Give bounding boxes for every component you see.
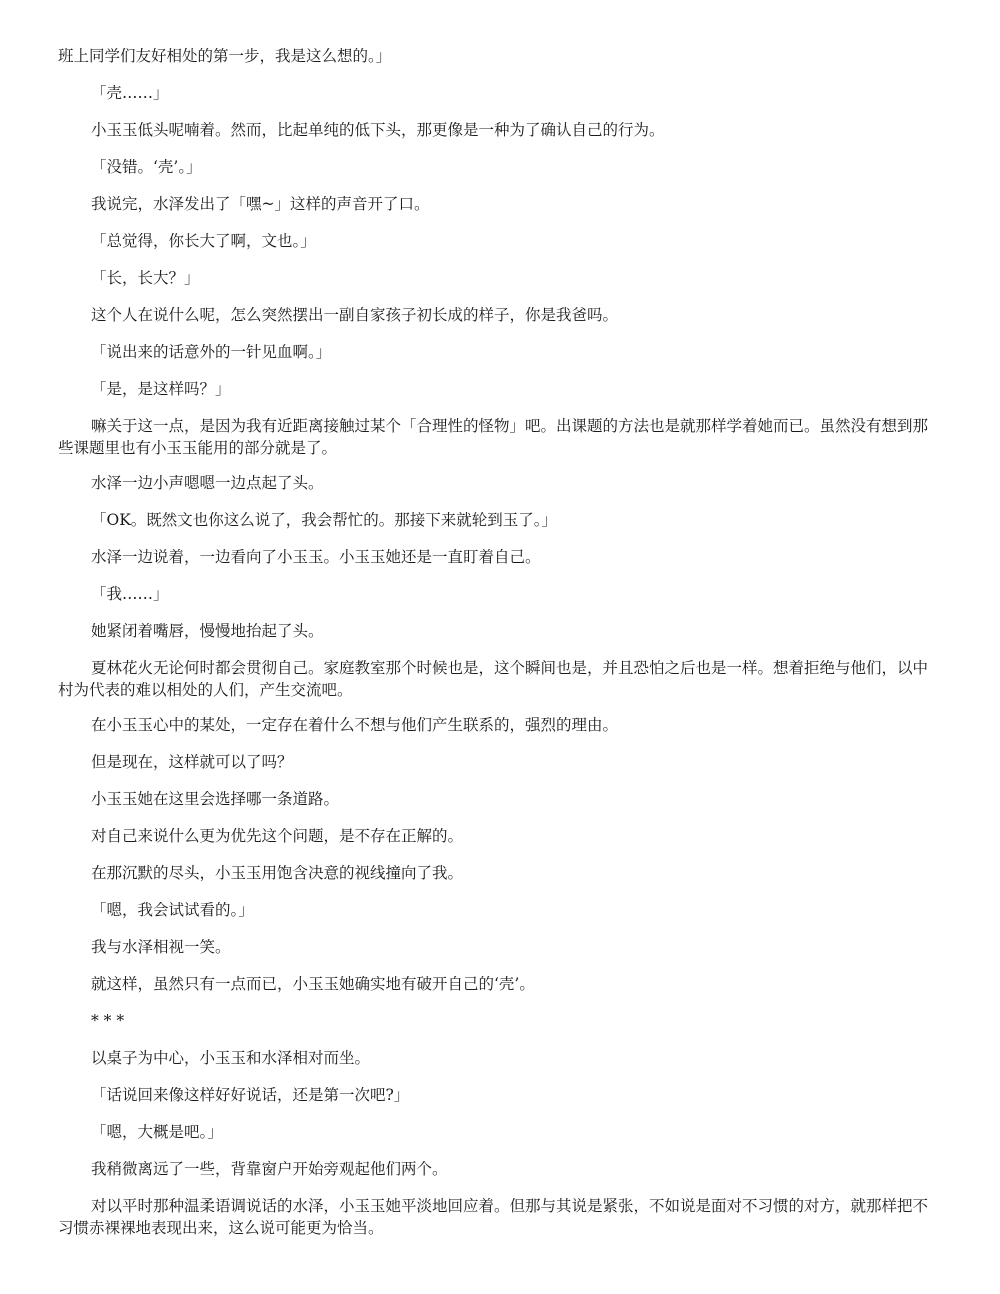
paragraph: 她紧闭着嘴唇，慢慢地抬起了头。: [91, 622, 324, 640]
paragraph: 水泽一边小声嗯嗯一边点起了头。: [91, 474, 324, 492]
paragraph: 「没错。‘壳’。」: [91, 158, 202, 176]
paragraph: 夏林花火无论何时都会贯彻自己。家庭教室那个时候也是，这个瞬间也是，并且恐怕之后也是一样。想着拒绝与他们，以中村为代表的难以相处的人们，产生交流吧。: [58, 659, 929, 699]
paragraph: 嘛关于这一点，是因为我有近距离接触过某个「合理性的怪物」吧。出课题的方法也是就那样学着她而已。虽然没有想到那些课题里也有小玉玉能用的部分就是了。: [58, 417, 929, 457]
paragraph: 「OK。既然文也你这么说了，我会帮忙的。那接下来就轮到玉了。」: [91, 511, 558, 529]
paragraph: 我稍微离远了一些，背靠窗户开始旁观起他们两个。: [91, 1160, 448, 1178]
paragraph: 「壳……」: [91, 84, 169, 102]
paragraph: 在小玉玉心中的某处，一定存在着什么不想与他们产生联系的，强烈的理由。: [91, 716, 619, 734]
section-break: * * *: [91, 1012, 125, 1030]
paragraph: 「总觉得，你长大了啊，文也。」: [91, 232, 316, 250]
paragraph: 小玉玉低头呢喃着。然而，比起单纯的低下头，那更像是一种为了确认自己的行为。: [91, 121, 665, 139]
paragraph: 小玉玉她在这里会选择哪一条道路。: [91, 790, 340, 808]
paragraph: 我与水泽相视一笑。: [91, 938, 231, 956]
paragraph: 以桌子为中心，小玉玉和水泽相对而坐。: [91, 1049, 371, 1067]
paragraph: 但是现在，这样就可以了吗？: [91, 753, 293, 771]
paragraph: 「说出来的话意外的一针见血啊。」: [91, 343, 332, 361]
paragraph: 对自己来说什么更为优先这个问题，是不存在正解的。: [91, 827, 464, 845]
paragraph: 「长，长大？」: [91, 269, 200, 287]
paragraph: 「嗯，我会试试看的。」: [91, 901, 254, 919]
paragraph: 对以平时那种温柔语调说话的水泽，小玉玉她平淡地回应着。但那与其说是紧张，不如说是面对不习惯的对方，就那样把不习惯赤裸裸地表现出来，这么说可能更为恰当。: [58, 1197, 929, 1237]
paragraph: 「我……」: [91, 585, 169, 603]
paragraph: 我说完，水泽发出了「嘿~」这样的声音开了口。: [91, 195, 430, 213]
paragraph: 在那沉默的尽头，小玉玉用饱含决意的视线撞向了我。: [91, 864, 464, 882]
paragraph: 「是，是这样吗？」: [91, 380, 231, 398]
paragraph: 「话说回来像这样好好说话，还是第一次吧?」: [91, 1086, 410, 1104]
paragraph: 这个人在说什么呢，怎么突然摆出一副自家孩子初长成的样子，你是我爸吗。: [91, 306, 619, 324]
paragraph: 就这样，虽然只有一点而已，小玉玉她确实地有破开自己的‘壳’。: [91, 975, 535, 993]
paragraph: 水泽一边说着，一边看向了小玉玉。小玉玉她还是一直盯着自己。: [91, 548, 541, 566]
paragraph-continuation: 班上同学们友好相处的第一步，我是这么想的。」: [58, 47, 392, 65]
paragraph: 「嗯，大概是吧。」: [91, 1123, 223, 1141]
